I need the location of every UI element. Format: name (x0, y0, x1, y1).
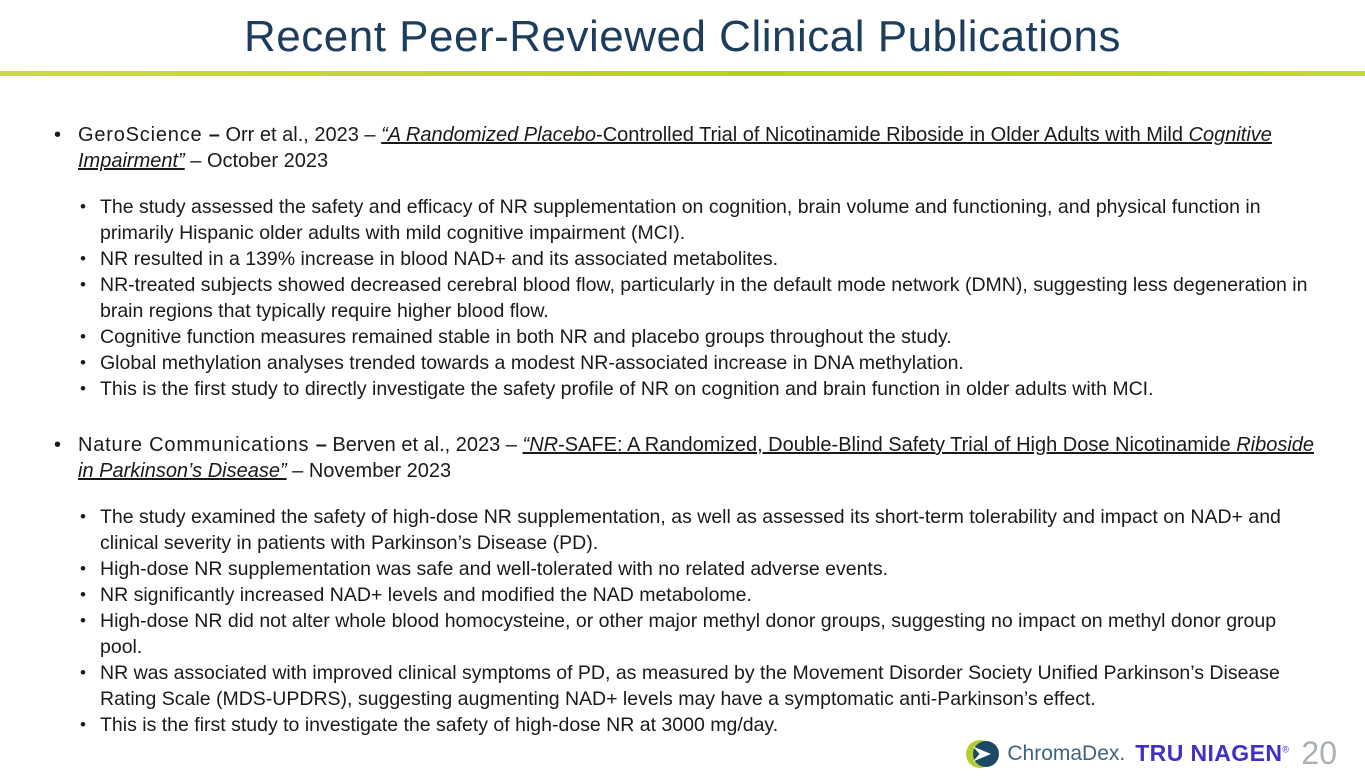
tru-niagen-wordmark (1135, 740, 1289, 767)
paper-title-end: Cognitive Impairment” (78, 124, 1272, 172)
publication-date: – October 2023 (184, 150, 329, 172)
authors-text: Berven et al., 2023 – (332, 434, 523, 456)
list-item: • NR-treated subjects showed decreased cerebral blood flow, particularly in the default mode network (DMN), suggesting less degeneration in brain regions that typically require higher blood flow. (80, 272, 1319, 324)
paper-title-start: “NR (522, 434, 559, 456)
slide (0, 12, 1365, 771)
chromadex-wordmark: ChromaDex. (1007, 741, 1126, 765)
list-item: • High-dose NR supplementation was safe and well-tolerated with no related adverse events. (80, 556, 1319, 582)
paper-title-end: Riboside in Parkinson’s Disease” (78, 434, 1315, 482)
sub-bullet-list (54, 194, 1319, 402)
page-number: 20 (1301, 735, 1337, 771)
slide-body (0, 76, 1365, 738)
heading-dash: – (315, 434, 333, 456)
publication-section-geroscience (54, 122, 1319, 402)
authors-text: Orr et al., 2023 – (225, 124, 382, 146)
list-item: • This is the first study to investigate the safety of high-dose NR at 3000 mg/day. (80, 712, 1319, 738)
slide-title: Recent Peer-Reviewed Clinical Publications (244, 12, 1121, 61)
journal-name: Nature Communications (78, 434, 316, 456)
chromadex-logo-icon (966, 737, 1000, 771)
list-item: • The study examined the safety of high-dose NR supplementation, as well as assessed its short-term tolerability and impact on NAD+ and clinical severity in patients with Parkinson’s Disease (PD). (80, 504, 1319, 556)
registered-trademark-symbol: ® (1282, 744, 1290, 755)
paper-title-middle: -Controlled Trial of Nicotinamide Riboside in Older Adults with Mild (596, 124, 1189, 146)
publication-section-nature-communications (54, 432, 1319, 738)
list-item: • High-dose NR did not alter whole blood homocysteine, or other major methyl donor groups, suggesting no impact on methyl donor group pool. (80, 608, 1319, 660)
footer (966, 735, 1337, 772)
tru-niagen-text: TRU NIAGEN (1135, 740, 1283, 766)
list-item: • Global methylation analyses trended towards a modest NR-associated increase in DNA methylation. (80, 350, 1319, 376)
heading-dash: – (208, 124, 226, 146)
publication-heading (54, 432, 1319, 484)
list-item: • Cognitive function measures remained stable in both NR and placebo groups throughout the study. (80, 324, 1319, 350)
list-item: • NR resulted in a 139% increase in blood NAD+ and its associated metabolites. (80, 246, 1319, 272)
publication-heading (54, 122, 1319, 174)
list-item: • NR significantly increased NAD+ levels and modified the NAD metabolome. (80, 582, 1319, 608)
publication-date: – November 2023 (286, 460, 452, 482)
paper-title-start: “A Randomized Placebo (381, 124, 597, 146)
list-item: • The study assessed the safety and efficacy of NR supplementation on cognition, brain volume and functioning, and physical function in primarily Hispanic older adults with mild cognitive impairment (MCI). (80, 194, 1319, 246)
list-item: • This is the first study to directly investigate the safety profile of NR on cognition and brain function in older adults with MCI. (80, 376, 1319, 402)
journal-name: GeroScience (78, 124, 209, 146)
list-item: • NR was associated with improved clinical symptoms of PD, as measured by the Movement Disorder Society Unified Parkinson’s Disease Rating Scale (MDS-UPDRS), suggesting augmenting NAD+ levels may have a symptomatic anti-Parkinson’s effect. (80, 660, 1319, 712)
sub-bullet-list (54, 504, 1319, 738)
paper-title-middle: -SAFE: A Randomized, Double-Blind Safety Trial of High Dose Nicotinamide (558, 434, 1237, 456)
